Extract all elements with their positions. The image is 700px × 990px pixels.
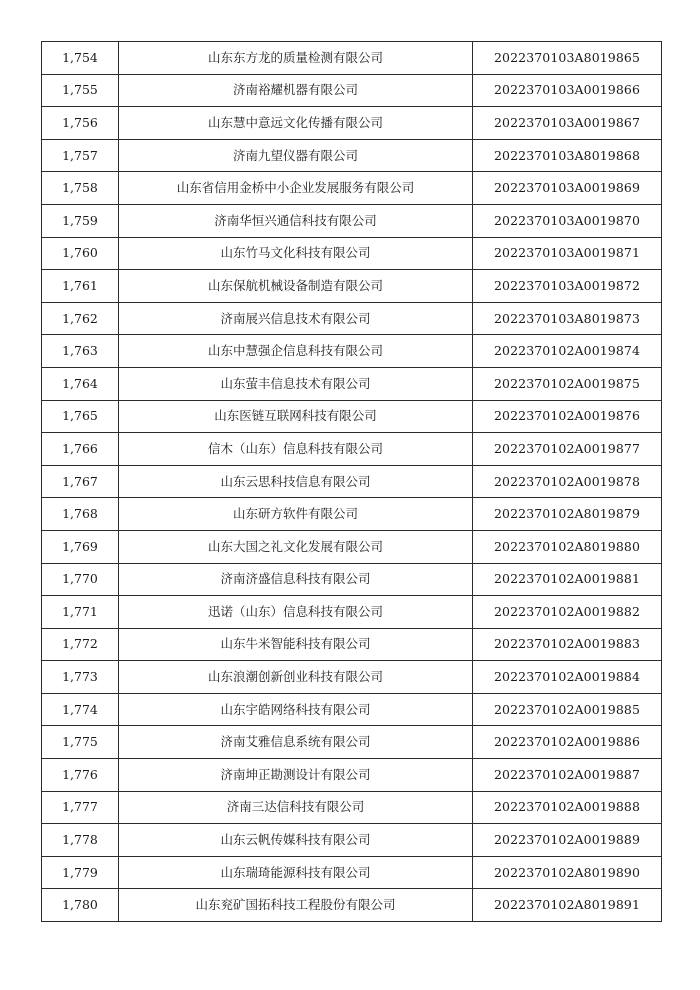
registration-number-cell: 2022370102A0019886	[473, 726, 662, 759]
company-name-cell: 山东研方软件有限公司	[119, 498, 473, 531]
row-index-cell: 1,771	[42, 596, 119, 629]
table-row	[42, 661, 662, 694]
table-row	[42, 172, 662, 205]
table-row	[42, 42, 662, 75]
table-row	[42, 628, 662, 661]
table-row	[42, 204, 662, 237]
registration-number-cell: 2022370103A0019869	[473, 172, 662, 205]
row-index-cell: 1,776	[42, 759, 119, 792]
row-index-cell: 1,765	[42, 400, 119, 433]
table-row	[42, 367, 662, 400]
company-name-cell: 山东瑞琦能源科技有限公司	[119, 856, 473, 889]
table-row	[42, 791, 662, 824]
registration-number-cell: 2022370102A0019885	[473, 693, 662, 726]
company-name-cell: 山东浪潮创新创业科技有限公司	[119, 661, 473, 694]
registration-number-cell: 2022370102A0019877	[473, 433, 662, 466]
row-index-cell: 1,757	[42, 139, 119, 172]
company-name-cell: 山东萤丰信息技术有限公司	[119, 367, 473, 400]
registration-number-cell: 2022370102A0019884	[473, 661, 662, 694]
company-name-cell: 山东中慧强企信息科技有限公司	[119, 335, 473, 368]
company-name-cell: 山东省信用金桥中小企业发展服务有限公司	[119, 172, 473, 205]
registration-number-cell: 2022370102A0019887	[473, 759, 662, 792]
table-row	[42, 856, 662, 889]
registration-number-cell: 2022370103A0019871	[473, 237, 662, 270]
registration-number-cell: 2022370102A8019880	[473, 530, 662, 563]
row-index-cell: 1,760	[42, 237, 119, 270]
table-row	[42, 498, 662, 531]
table-row	[42, 74, 662, 107]
row-index-cell: 1,770	[42, 563, 119, 596]
table-row	[42, 889, 662, 922]
row-index-cell: 1,767	[42, 465, 119, 498]
company-name-cell: 信木（山东）信息科技有限公司	[119, 433, 473, 466]
table-row	[42, 400, 662, 433]
row-index-cell: 1,756	[42, 107, 119, 140]
registration-number-cell: 2022370103A8019868	[473, 139, 662, 172]
row-index-cell: 1,777	[42, 791, 119, 824]
company-name-cell: 济南济盛信息科技有限公司	[119, 563, 473, 596]
company-name-cell: 山东慧中意远文化传播有限公司	[119, 107, 473, 140]
company-name-cell: 山东兖矿国拓科技工程股份有限公司	[119, 889, 473, 922]
company-name-cell: 济南裕耀机器有限公司	[119, 74, 473, 107]
row-index-cell: 1,773	[42, 661, 119, 694]
registration-number-cell: 2022370103A0019866	[473, 74, 662, 107]
table-row	[42, 563, 662, 596]
company-name-cell: 济南坤正勘测设计有限公司	[119, 759, 473, 792]
row-index-cell: 1,762	[42, 302, 119, 335]
company-name-cell: 济南三达信科技有限公司	[119, 791, 473, 824]
row-index-cell: 1,769	[42, 530, 119, 563]
company-name-cell: 迅诺（山东）信息科技有限公司	[119, 596, 473, 629]
company-name-cell: 山东云帆传媒科技有限公司	[119, 824, 473, 857]
table-row	[42, 530, 662, 563]
row-index-cell: 1,758	[42, 172, 119, 205]
row-index-cell: 1,778	[42, 824, 119, 857]
row-index-cell: 1,761	[42, 270, 119, 303]
company-name-cell: 山东医链互联网科技有限公司	[119, 400, 473, 433]
registration-number-cell: 2022370102A0019876	[473, 400, 662, 433]
table-row	[42, 693, 662, 726]
registration-number-cell: 2022370102A0019881	[473, 563, 662, 596]
company-name-cell: 济南艾雅信息系统有限公司	[119, 726, 473, 759]
registration-number-cell: 2022370102A0019878	[473, 465, 662, 498]
company-name-cell: 山东保航机械设备制造有限公司	[119, 270, 473, 303]
table-row	[42, 270, 662, 303]
registration-number-cell: 2022370102A0019888	[473, 791, 662, 824]
row-index-cell: 1,774	[42, 693, 119, 726]
row-index-cell: 1,772	[42, 628, 119, 661]
table-row	[42, 824, 662, 857]
company-registry-table	[41, 41, 662, 922]
table-row	[42, 237, 662, 270]
table-row	[42, 596, 662, 629]
table-row	[42, 107, 662, 140]
table-row	[42, 302, 662, 335]
row-index-cell: 1,780	[42, 889, 119, 922]
registration-number-cell: 2022370103A0019872	[473, 270, 662, 303]
registration-number-cell: 2022370102A8019879	[473, 498, 662, 531]
row-index-cell: 1,754	[42, 42, 119, 75]
row-index-cell: 1,766	[42, 433, 119, 466]
row-index-cell: 1,763	[42, 335, 119, 368]
registration-number-cell: 2022370102A0019875	[473, 367, 662, 400]
table-row	[42, 726, 662, 759]
registration-number-cell: 2022370103A8019873	[473, 302, 662, 335]
company-name-cell: 济南展兴信息技术有限公司	[119, 302, 473, 335]
registration-number-cell: 2022370103A0019870	[473, 204, 662, 237]
row-index-cell: 1,755	[42, 74, 119, 107]
registration-number-cell: 2022370102A0019874	[473, 335, 662, 368]
company-name-cell: 山东宇皓网络科技有限公司	[119, 693, 473, 726]
row-index-cell: 1,764	[42, 367, 119, 400]
row-index-cell: 1,775	[42, 726, 119, 759]
row-index-cell: 1,779	[42, 856, 119, 889]
registration-number-cell: 2022370102A0019883	[473, 628, 662, 661]
company-name-cell: 山东云思科技信息有限公司	[119, 465, 473, 498]
table-body	[42, 42, 662, 922]
row-index-cell: 1,759	[42, 204, 119, 237]
company-name-cell: 山东竹马文化科技有限公司	[119, 237, 473, 270]
company-name-cell: 济南华恒兴通信科技有限公司	[119, 204, 473, 237]
company-name-cell: 山东东方龙的质量检测有限公司	[119, 42, 473, 75]
table-row	[42, 335, 662, 368]
row-index-cell: 1,768	[42, 498, 119, 531]
registration-number-cell: 2022370103A8019865	[473, 42, 662, 75]
company-name-cell: 济南九望仪器有限公司	[119, 139, 473, 172]
table-row	[42, 465, 662, 498]
company-name-cell: 山东大国之礼文化发展有限公司	[119, 530, 473, 563]
registration-number-cell: 2022370103A0019867	[473, 107, 662, 140]
registration-number-cell: 2022370102A8019891	[473, 889, 662, 922]
table-row	[42, 759, 662, 792]
registration-number-cell: 2022370102A0019882	[473, 596, 662, 629]
registration-number-cell: 2022370102A8019890	[473, 856, 662, 889]
table-row	[42, 433, 662, 466]
company-name-cell: 山东牛米智能科技有限公司	[119, 628, 473, 661]
registration-number-cell: 2022370102A0019889	[473, 824, 662, 857]
table-row	[42, 139, 662, 172]
